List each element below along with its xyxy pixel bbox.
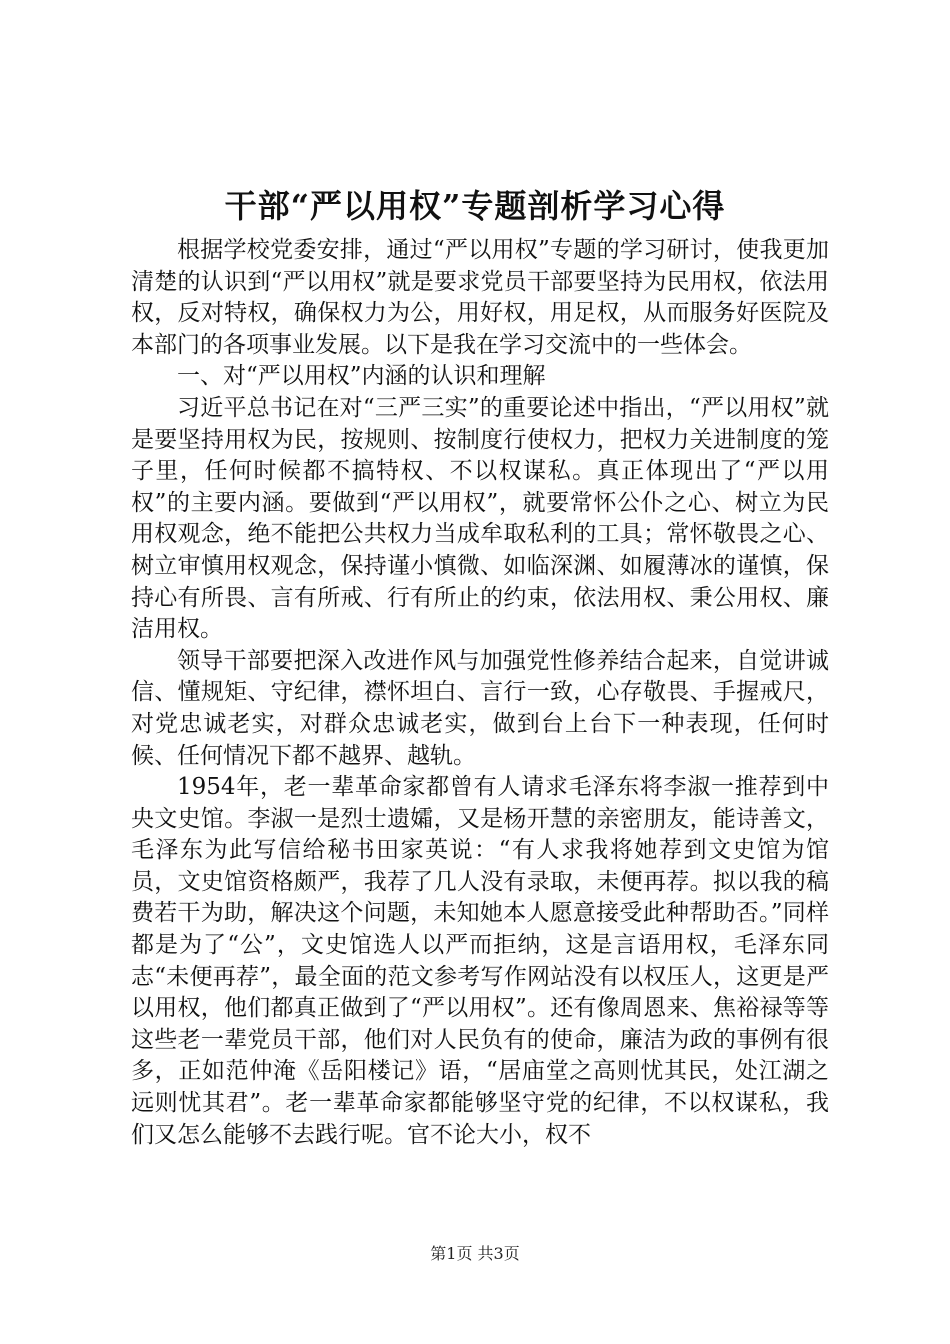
paragraph-intro: 根据学校党委安排，通过“严以用权”专题的学习研讨，使我更加清楚的认识到“严以用权”就是要求党员干部要坚持为民用权，依法用权，反对特权，确保权力为公，用好权，用足权，从而服务好医院及本部门的各项事业发展。以下是我在学习交流中的一些体会。 (131, 237, 829, 358)
document-body (131, 235, 829, 1151)
paragraph-meaning: 习近平总书记在对“三严三实”的重要论述中指出，“严以用权”就是要坚持用权为民，按规则、按制度行使权力，把权力关进制度的笼子里，任何时候都不搞特权、不以权谋私。真正体现出了“严以用权”的主要内涵。要做到“严以用权”，就要常怀公仆之心、树立为民用权观念，绝不能把公共权力当成牟取私利的工具；常怀敬畏之心、树立审慎用权观念，保持谨小慎微、如临深渊、如履薄冰的谨慎，保持心有所畏、言有所戒、行有所止的约束，依法用权、秉公用权、廉洁用权。 (131, 394, 829, 643)
page-footer: 第1页 共3页 (430, 1244, 520, 1263)
document-title: 干部“严以用权”专题剖析学习心得 (224, 187, 726, 225)
paragraph-history: 1954年，老一辈革命家都曾有人请求毛泽东将李淑一推荐到中央文史馆。李淑一是烈士遗孀，又是杨开慧的亲密朋友，能诗善文，毛泽东为此写信给秘书田家英说：“有人求我将她荐到文史馆为馆员，文史馆资格颇严，我荐了几人没有录取，未便再荐。拟以我的稿费若干为助，解决这个问题，未知她本人愿意接受此种帮助否。”同样都是为了“公”，文史馆选人以严而拒纳，这是言语用权，毛泽东同志“未便再荐”，最全面的范文参考写作网站没有以权压人，这更是严以用权，他们都真正做到了“严以用权”。还有像周恩来、焦裕禄等等这些老一辈党员干部，他们对人民负有的使命，廉洁为政的事例有很多，正如范仲淹《岳阳楼记》语，“居庙堂之高则忧其民，处江湖之远则忧其君”。老一辈革命家都能够坚守党的纪律，不以权谋私，我们又怎么能够不去践行呢。官不论大小，权不 (131, 774, 829, 1148)
paragraph-leaders: 领导干部要把深入改进作风与加强党性修养结合起来，自觉讲诚信、懂规矩、守纪律，襟怀坦白、言行一致，心存敬畏、手握戒尺，对党忠诚老实，对群众忠诚老实，做到台上台下一种表现，任何时候、任何情况下都不越界、越轨。 (131, 647, 829, 769)
section-heading: 一、对“严以用权”内涵的认识和理解 (177, 363, 546, 390)
